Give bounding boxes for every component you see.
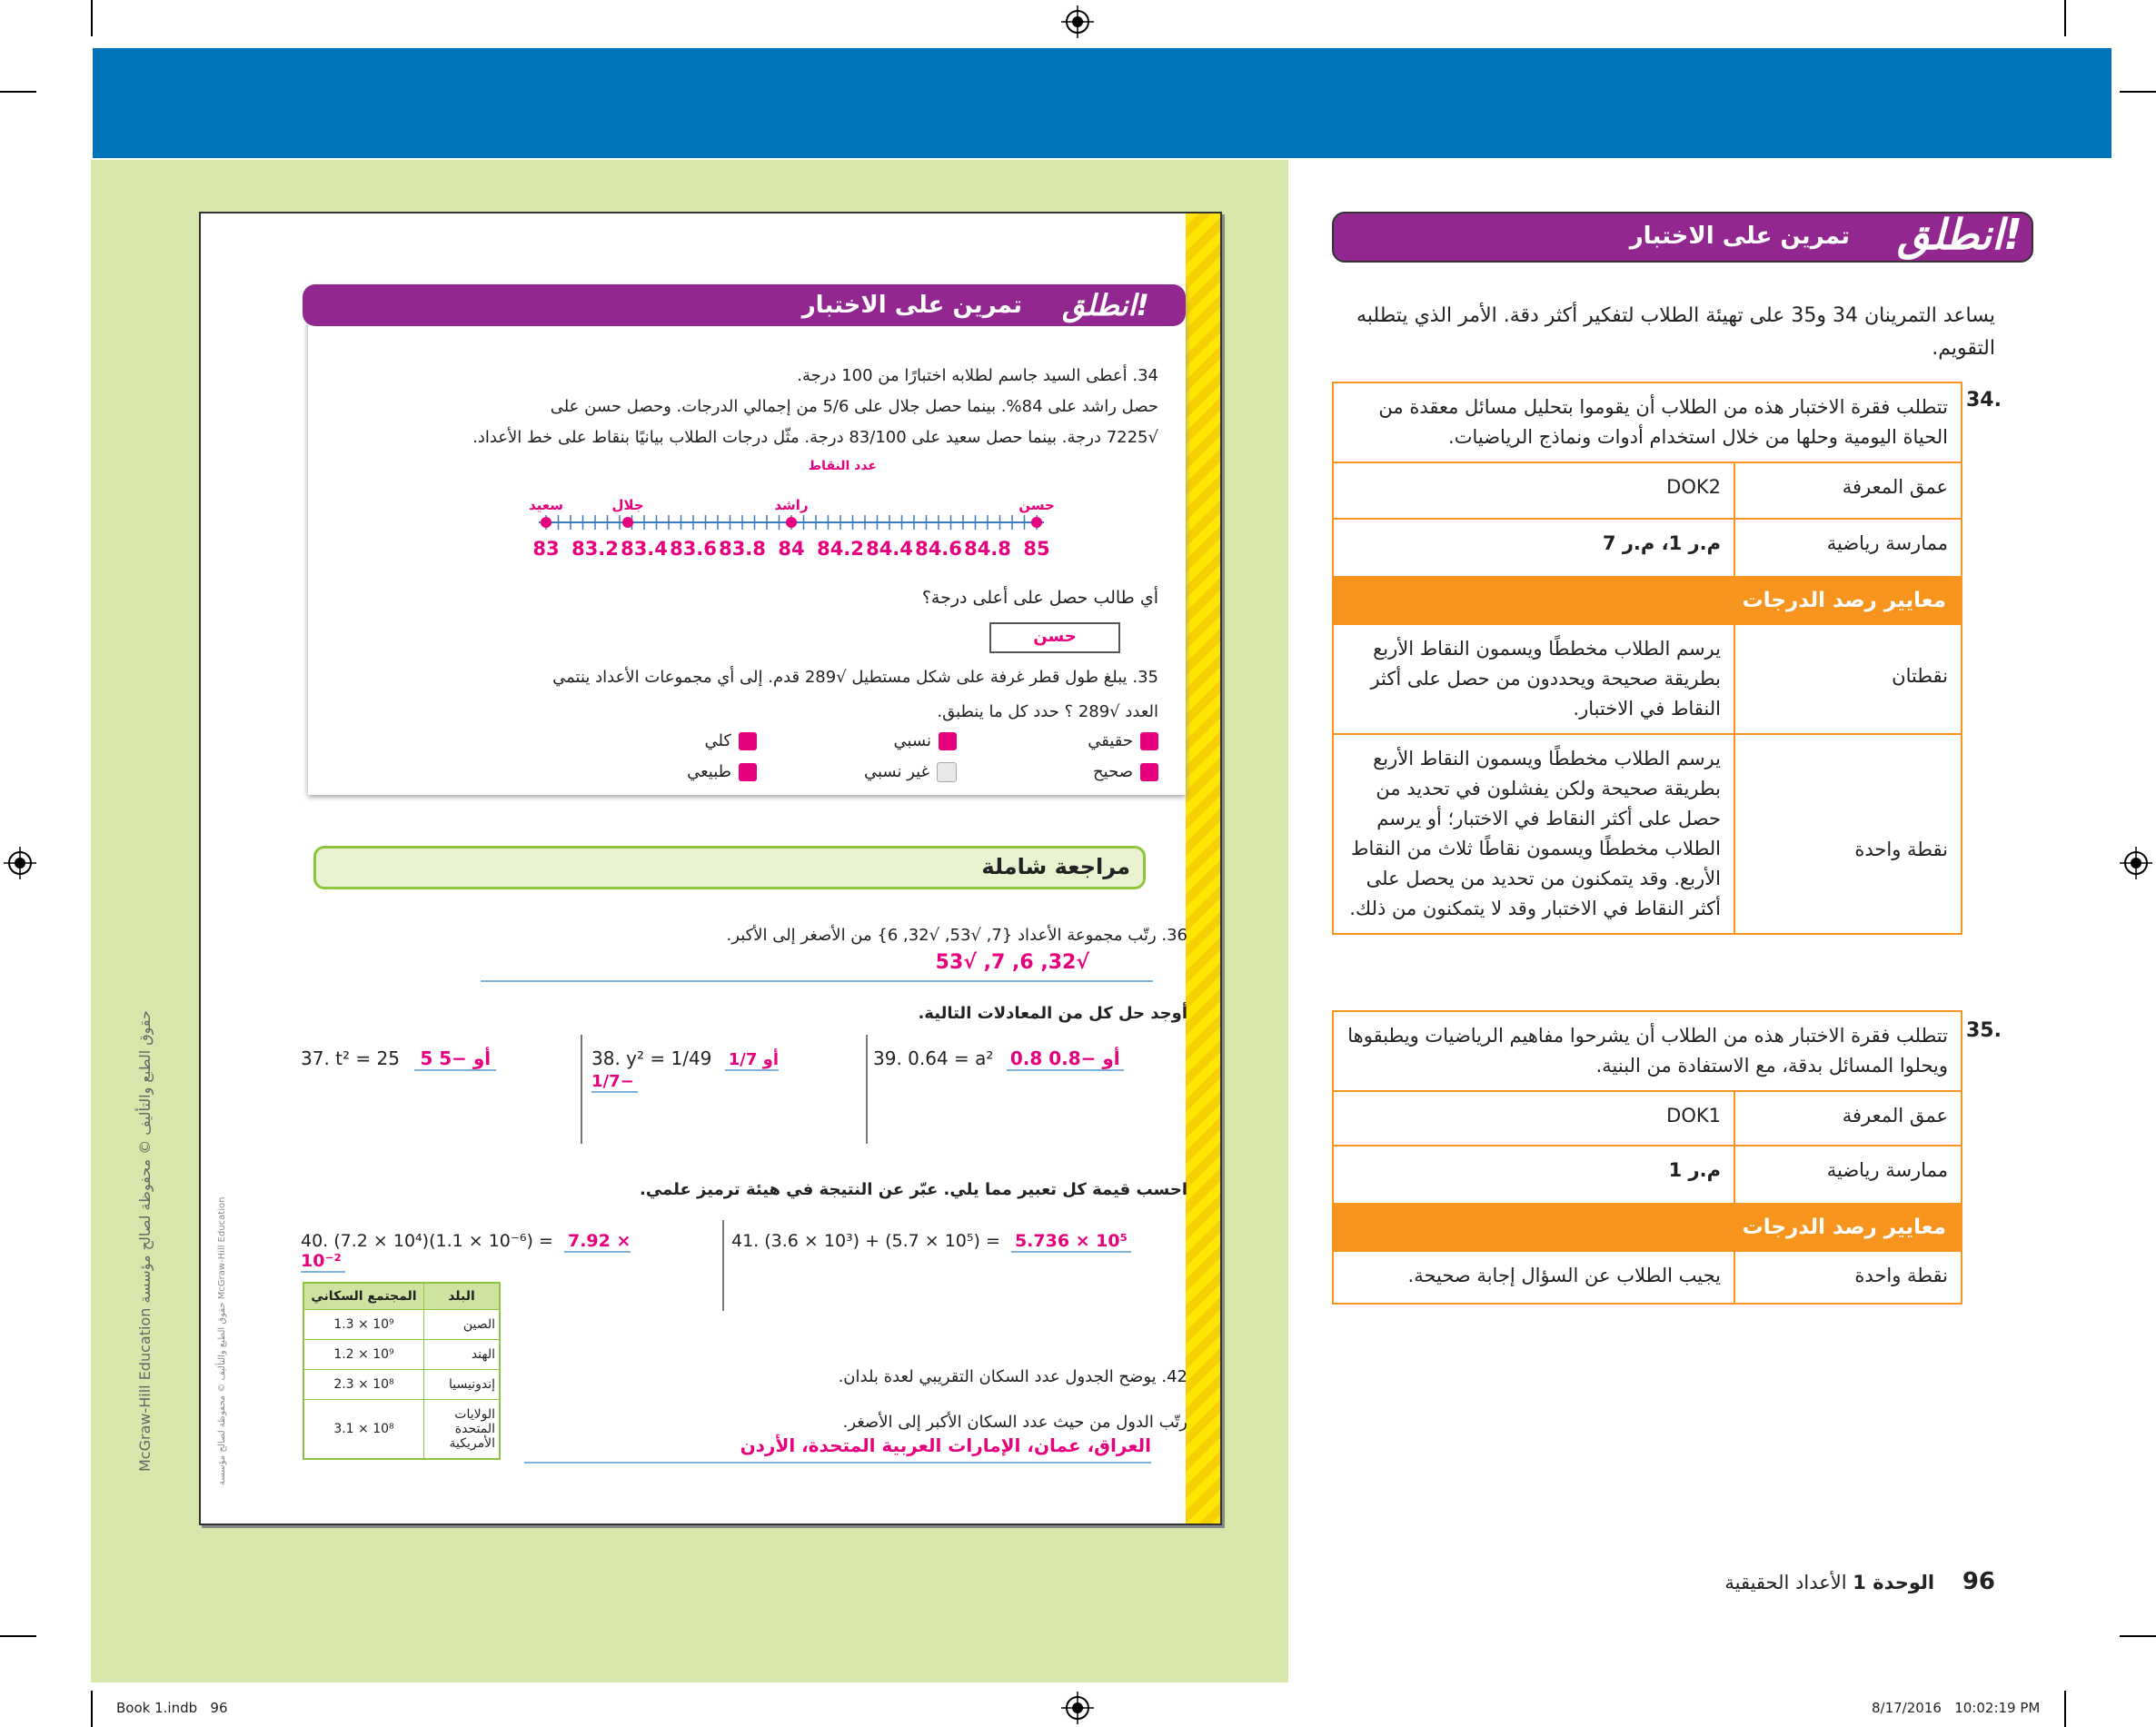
q39-answer: 0.8 أو −0.8 bbox=[1007, 1047, 1124, 1071]
q36-answer: √32, 6, 7, √53 bbox=[935, 951, 1089, 974]
q34-line2: حصل راشد على 84%. بينما حصل جلال على 5/6 من إجمالي الدرجات. وحصل حسن على bbox=[550, 397, 1158, 416]
banner-title: تمرين على الاختبار bbox=[801, 292, 1022, 319]
q40-block bbox=[301, 1231, 664, 1271]
crop-mark bbox=[0, 1635, 36, 1637]
q39: 39. 0.64 = a² bbox=[873, 1047, 994, 1069]
checkbox-checked-icon[interactable] bbox=[939, 732, 957, 750]
crop-mark bbox=[91, 1691, 93, 1727]
print-date: 8/17/2016 10:02:19 PM bbox=[1872, 1700, 2041, 1716]
crop-mark bbox=[2120, 91, 2156, 93]
review-title: مراجعة شاملة bbox=[981, 854, 1130, 879]
page-footer bbox=[1723, 1568, 1995, 1595]
q38: 38. y² = 1/49 bbox=[591, 1047, 712, 1069]
table-cell: 1.2 × 10⁹ bbox=[303, 1340, 424, 1370]
opt-whole[interactable] bbox=[648, 731, 757, 750]
q39-block bbox=[873, 1047, 1164, 1069]
number-line-tick-label: 84.8 bbox=[964, 538, 1011, 560]
crop-mark bbox=[0, 91, 36, 93]
rubric-text: يرسم الطلاب مخططًا ويسمون النقاط الأربع بطريقة صحيحة ويحددون من حصل على أكثر النقاط في الاختبار. bbox=[1370, 638, 1721, 720]
table-cell: الهند bbox=[424, 1340, 501, 1370]
table-header: المجتمع السكاني bbox=[303, 1283, 424, 1310]
q42-answer-line bbox=[524, 1431, 1151, 1464]
page-number: 96 bbox=[1962, 1568, 1995, 1595]
number-line-tick-label: 83.8 bbox=[719, 538, 766, 560]
opt-natural[interactable] bbox=[648, 762, 757, 781]
q37: 37. t² = 25 bbox=[301, 1047, 400, 1069]
number-line-tick-label: 84 bbox=[778, 538, 805, 560]
rubric-label: نقطة واحدة bbox=[1734, 735, 1961, 933]
number-line-point bbox=[622, 517, 633, 528]
q36: 36. رتّب مجموعة الأعداد {7, √53, √32, 6} من الأصغر إلى الأكبر. bbox=[726, 926, 1187, 945]
q35-number: 35. bbox=[1966, 1019, 2002, 1042]
number-line-tick-label: 83 bbox=[532, 538, 560, 560]
student-banner bbox=[303, 284, 1186, 326]
registration-mark-icon bbox=[2120, 847, 2152, 879]
registration-mark-icon bbox=[4, 847, 36, 879]
header-band bbox=[93, 48, 2111, 158]
student-page bbox=[199, 212, 1222, 1525]
crop-mark bbox=[91, 0, 93, 36]
number-line-point-label: حسن bbox=[1018, 497, 1055, 513]
population-table bbox=[303, 1282, 501, 1460]
banner-go-text: انطلق! bbox=[1897, 210, 2022, 259]
practice-label: ممارسة رياضية bbox=[1734, 1146, 1961, 1203]
divider bbox=[722, 1220, 724, 1311]
practice-value: م.ر 1 bbox=[1668, 1159, 1721, 1181]
number-line-point bbox=[1031, 517, 1042, 528]
opt-label: نسبي bbox=[893, 731, 931, 750]
teacher-intro: يساعد التمرينان 34 و35 على تهيئة الطلاب لتفكير أكثر دقة. الأمر الذي يتطلبه التقويم. bbox=[1356, 304, 1995, 360]
q35-description: تتطلب فقرة الاختبار هذه من الطلاب أن يشرحوا مفاهيم الرياضيات ويطبقوها ويحلوا المسائل بدقة، مع الاستفادة من البنية. bbox=[1347, 1025, 1948, 1077]
crop-mark bbox=[2064, 1691, 2066, 1727]
q40-answer: 7.92 × 10⁻² bbox=[301, 1231, 631, 1271]
opt-label: غير نسبي bbox=[864, 762, 929, 781]
crop-mark bbox=[2064, 0, 2066, 36]
q34-line1: 34. أعطى السيد جاسم لطلابه اختبارًا من 100 درجة. bbox=[797, 366, 1158, 385]
opt-label: كلي bbox=[704, 731, 731, 750]
solve-title: أوجد حل كل من المعادلات التالية. bbox=[918, 1004, 1187, 1023]
number-line-point bbox=[786, 517, 797, 528]
table-cell: الولايات المتحدة الأمريكية bbox=[424, 1400, 501, 1460]
checkbox-checked-icon[interactable] bbox=[1140, 763, 1158, 781]
opt-label: صحيح bbox=[1093, 762, 1133, 781]
number-line-tick-label: 84.2 bbox=[817, 538, 864, 560]
number-line-point-label: راشد bbox=[774, 497, 809, 513]
table-cell: 3.1 × 10⁸ bbox=[303, 1400, 424, 1460]
dok-value: DOK2 bbox=[1666, 476, 1721, 498]
side-copyright: حقوق الطبع والتأليف © محفوظة لصالح مؤسسة McGraw-Hill Education bbox=[136, 1010, 154, 1472]
numline-title: عدد النقاط bbox=[808, 459, 877, 473]
q34-answer: حسن bbox=[1033, 627, 1077, 646]
q34-number: 34. bbox=[1966, 389, 2002, 412]
number-line-tick-label: 83.6 bbox=[670, 538, 717, 560]
rubric-title: معايير رصد الدرجات bbox=[1334, 576, 1961, 623]
teacher-banner bbox=[1332, 212, 2033, 263]
sci-title: احسب قيمة كل تعبير مما يلي. عبّر عن النتيجة في هيئة ترميز علمي. bbox=[640, 1180, 1187, 1199]
banner-go-text: انطلق! bbox=[1062, 288, 1149, 323]
number-line-point-label: سعيد bbox=[528, 497, 564, 513]
opt-real[interactable] bbox=[1049, 731, 1158, 750]
q37-block bbox=[301, 1047, 591, 1069]
registration-mark-icon bbox=[1061, 5, 1094, 38]
number-line-point bbox=[541, 517, 551, 528]
file-slug: Book 1.indb 96 bbox=[116, 1700, 228, 1716]
checkbox-checked-icon[interactable] bbox=[739, 732, 757, 750]
number-line-tick-label: 84.6 bbox=[915, 538, 962, 560]
inner-copyright: حقوق الطبع والتأليف © محفوظة لصالح مؤسسة McGraw-Hill Education bbox=[217, 1196, 227, 1485]
q41: 41. (3.6 × 10³) + (5.7 × 10⁵) = bbox=[731, 1231, 1000, 1251]
yellow-edge-strip bbox=[1186, 213, 1220, 1524]
q42-answer: العراق، عمان، الإمارات العربية المتحدة، الأردن bbox=[740, 1434, 1151, 1456]
opt-label: حقيقي bbox=[1088, 731, 1133, 750]
opt-integer[interactable] bbox=[1049, 762, 1158, 781]
q41-block bbox=[731, 1231, 1167, 1251]
q38-answer: 1/7 أو −1/7 bbox=[591, 1050, 780, 1091]
q34-line3: √7225 درجة. بينما حصل سعيد على 83/100 درجة. مثّل درجات الطلاب بيانيًا بنقاط على خط الأعداد. bbox=[472, 428, 1158, 447]
dok-value: DOK1 bbox=[1666, 1105, 1721, 1127]
q35-rubric bbox=[1332, 1010, 1962, 1305]
divider bbox=[581, 1035, 582, 1144]
rubric-text: يرسم الطلاب مخططًا ويسمون النقاط الأربع بطريقة صحيحة ولكن يفشلون في تحديد من حصل على أكثر النقاط في الاختبار؛ أو يرسم الطلاب مخططًا ويسمون نقاطًا ثلاث من النقاط الأربع. وقد يتمكنون من تحديد من يحصل على أكثر النقاط في الاختبار وقد لا يتمكنون من ذلك. bbox=[1349, 748, 1721, 919]
q34-question: أي طالب حصل على أعلى درجة؟ bbox=[921, 588, 1158, 608]
opt-rational[interactable] bbox=[848, 731, 957, 750]
q41-answer: 5.736 × 10⁵ bbox=[1011, 1231, 1131, 1253]
banner-title: تمرين على الاختبار bbox=[1629, 223, 1850, 250]
q42-line1: 42. يوضح الجدول عدد السكان التقريبي لعدة بلدان. bbox=[838, 1367, 1187, 1386]
table-cell: 1.3 × 10⁹ bbox=[303, 1310, 424, 1340]
crop-mark bbox=[2120, 1635, 2156, 1637]
table-cell: 2.3 × 10⁸ bbox=[303, 1370, 424, 1400]
opt-irrational[interactable] bbox=[830, 762, 957, 782]
checkbox-checked-icon[interactable] bbox=[1140, 732, 1158, 750]
dok-label: عمق المعرفة bbox=[1734, 463, 1961, 518]
q37-answer: 5 أو −5 bbox=[414, 1047, 496, 1071]
number-line-tick-label: 83.4 bbox=[621, 538, 668, 560]
rubric-title: معايير رصد الدرجات bbox=[1334, 1203, 1961, 1250]
opt-label: طبيعي bbox=[687, 762, 731, 781]
unit-title: الأعداد الحقيقية bbox=[1724, 1572, 1847, 1593]
divider bbox=[866, 1035, 868, 1144]
q35-line2: العدد √289 ؟ حدد كل ما ينطبق. bbox=[937, 702, 1158, 721]
rubric-label: نقطتان bbox=[1734, 625, 1961, 733]
number-line bbox=[528, 486, 1055, 595]
practice-label: ممارسة رياضية bbox=[1734, 520, 1961, 576]
q34-rubric bbox=[1332, 382, 1962, 935]
q34-answer-box[interactable] bbox=[989, 622, 1120, 653]
q38-block bbox=[591, 1047, 828, 1091]
number-line-point-label: جلال bbox=[611, 497, 644, 513]
table-cell: إندونيسيا bbox=[424, 1370, 501, 1400]
number-line-tick-label: 83.2 bbox=[571, 538, 619, 560]
practice-value: م.ر 1، م.ر 7 bbox=[1602, 532, 1721, 554]
number-line-tick-label: 84.4 bbox=[866, 538, 913, 560]
unit-label: الوحدة 1 bbox=[1853, 1572, 1935, 1593]
q35-line1: 35. يبلغ طول قطر غرفة على شكل مستطيل √289 قدم. إلى أي مجموعات الأعداد ينتمي bbox=[552, 668, 1158, 687]
checkbox-unchecked-icon[interactable] bbox=[937, 762, 957, 782]
number-line-tick-label: 85 bbox=[1023, 538, 1050, 560]
review-banner bbox=[313, 846, 1146, 889]
dok-label: عمق المعرفة bbox=[1734, 1092, 1961, 1145]
rubric-text: يجيب الطلاب عن السؤال إجابة صحيحة. bbox=[1407, 1265, 1721, 1286]
q34-description: تتطلب فقرة الاختبار هذه من الطلاب أن يقوموا بتحليل مسائل معقدة من الحياة اليومية وحلها من خلال استخدام أدوات ونماذج الرياضيات. bbox=[1378, 396, 1948, 448]
q42-line2: رتّب الدول من حيث عدد السكان الأكبر إلى الأصغر. bbox=[842, 1413, 1187, 1432]
registration-mark-icon bbox=[1061, 1692, 1094, 1724]
q40: 40. (7.2 × 10⁴)(1.1 × 10⁻⁶) = bbox=[301, 1231, 553, 1251]
table-header: البلد bbox=[424, 1283, 501, 1310]
q36-answer-line bbox=[481, 951, 1153, 982]
table-cell: الصين bbox=[424, 1310, 501, 1340]
checkbox-checked-icon[interactable] bbox=[739, 763, 757, 781]
rubric-label: نقطة واحدة bbox=[1734, 1252, 1961, 1303]
